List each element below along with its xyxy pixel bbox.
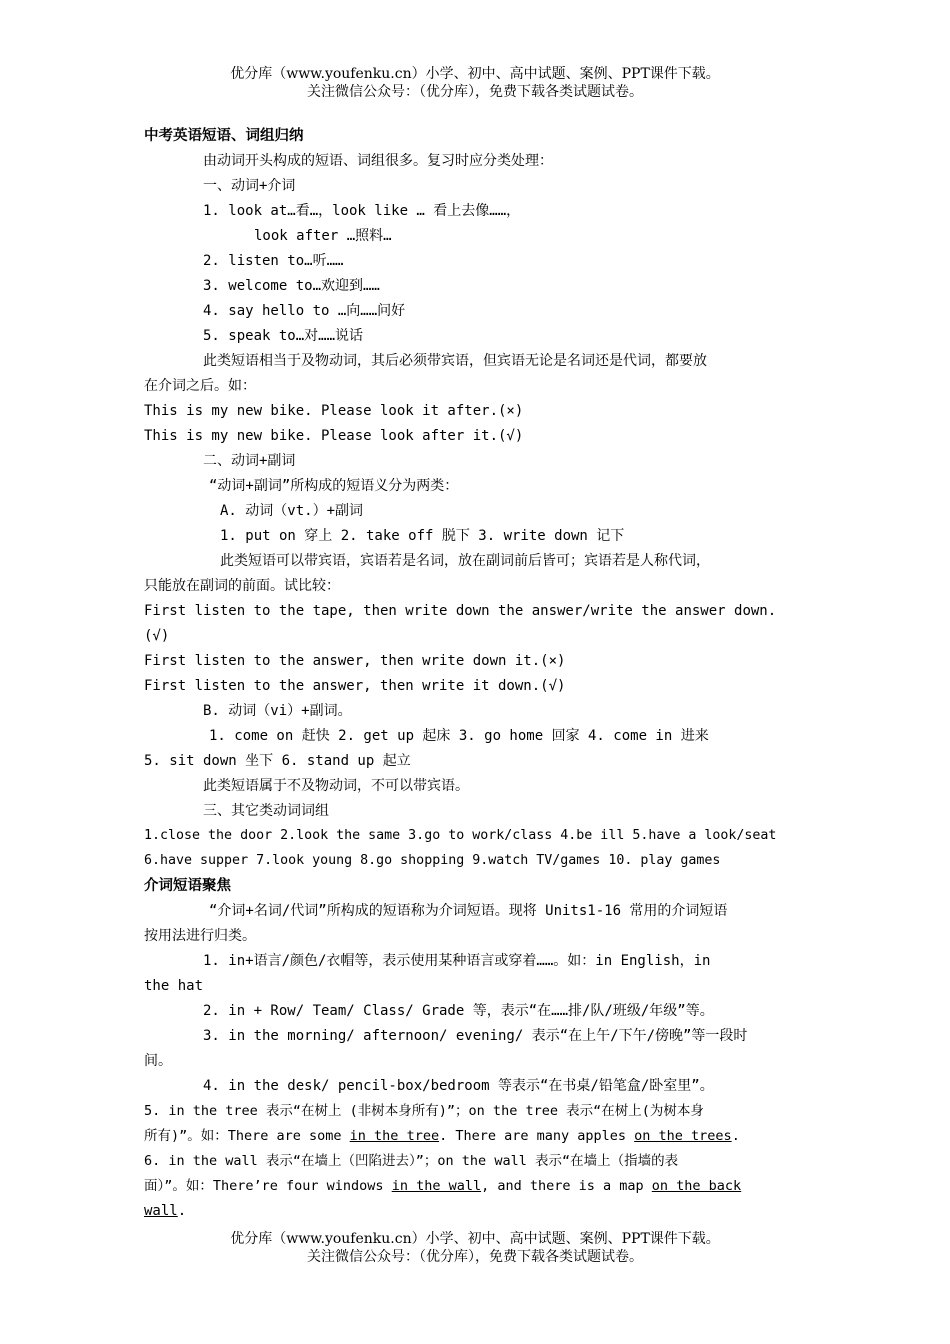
list-item: look after …照料… [254,228,392,244]
underlined-phrase: on the trees [634,1128,732,1144]
note-paragraph: 此类短语可以带宾语，宾语若是名词，放在副词前后皆可；宾语若是人称代词， [220,553,710,569]
rule-text: 6. in the wall 表示“在墙上（凹陷进去）”；on the wall 表示“在墙上（指墙的表 [144,1153,679,1169]
part1-heading: 一、动词+介词 [203,178,296,194]
example-sentence: (√) [144,628,170,644]
note-paragraph: 此类短语属于不及物动词，不可以带宾语。 [203,778,469,794]
rule-text: 5. in the tree 表示“在树上 (非树本身所有)”；on the tree 表示“在树上(为树本身 [144,1103,704,1119]
list-item: 5. speak to…对……说话 [203,328,364,344]
underlined-phrase: wall [144,1203,178,1219]
rule-text-segment: . There are many apples [439,1128,635,1144]
part2-heading: 二、动词+副词 [203,453,296,469]
section-title: 中考英语短语、词组归纳 [144,128,304,144]
note-paragraph: 在介词之后。如： [144,378,256,394]
footer-line-2: 关注微信公众号：（优分库），免费下载各类试题试卷。 [307,1249,643,1265]
footer-line-1: 优分库（www.youfenku.cn）小学、初中、高中试题、案例、PPT课件下载。 [230,1231,720,1247]
rule-text: 间。 [144,1053,172,1069]
part2-intro: “动词+副词”所构成的短语义分为两类： [209,478,459,494]
rule-text-segment: . [177,1203,187,1219]
example-sentence: This is my new bike. Please look after it.(√) [144,428,524,444]
section-title: 介词短语聚焦 [144,878,231,894]
header-line-1: 优分库（www.youfenku.cn）小学、初中、高中试题、案例、PPT课件下载。 [230,66,720,82]
example-sentence: First listen to the answer, then write down it.(×) [144,653,566,669]
list-item: 3. welcome to…欢迎到…… [203,278,380,294]
note-paragraph: 只能放在副词的前面。试比较： [144,578,340,594]
phrase-list: 1.close the door 2.look the same 3.go to work/class 4.be ill 5.have a look/seat [144,828,777,843]
header-line-2: 关注微信公众号：（优分库），免费下载各类试题试卷。 [307,84,643,100]
underlined-phrase: in the wall [391,1178,482,1194]
phrase-list: 6.have supper 7.look young 8.go shopping 9.watch TV/games 10. play games [144,853,721,868]
rule-text [144,1127,808,1145]
example-sentence: This is my new bike. Please look it after.(×) [144,403,524,419]
rule-text-segment: 所有)”。如：There are some [144,1128,350,1144]
underlined-phrase: on the back [651,1178,742,1194]
example-sentence: First listen to the answer, then write it down.(√) [144,678,566,694]
list-item: 5. sit down 坐下 6. stand up 起立 [144,753,411,769]
rule-text: 3. in the morning/ afternoon/ evening/ 表示“在上午/下午/傍晚”等一段时 [203,1028,748,1044]
part2-subheading-a: A. 动词（vt.）+副词 [220,503,364,519]
intro-text: 按用法进行归类。 [144,928,256,944]
intro-text: “介词+名词/代词”所构成的短语称为介词短语。现将 Units1-16 常用的介词短语 [209,903,728,919]
list-item: 1. come on 赶快 2. get up 起床 3. go home 回家 4. come in 进来 [209,728,709,744]
list-item: 1. look at…看…，look like … 看上去像……， [203,203,521,219]
rule-text [144,1202,808,1220]
rule-text-segment: , and there is a map [481,1178,652,1194]
rule-text: 4. in the desk/ pencil-box/bedroom 等表示“在书桌/铅笔盒/卧室里”。 [203,1078,714,1094]
intro-text: 由动词开头构成的短语、词组很多。复习时应分类处理： [203,153,553,169]
part2-subheading-b: B. 动词（vi）+副词。 [203,703,352,719]
underlined-phrase: in the tree [349,1128,440,1144]
rule-text [144,1177,808,1195]
list-item: 2. listen to…听…… [203,253,344,269]
rule-text: the hat [144,978,204,994]
list-item: 4. say hello to …向……问好 [203,303,406,319]
rule-text: 2. in + Row/ Team/ Class/ Grade 等，表示“在……排/队/班级/年级”等。 [203,1003,714,1019]
part3-heading: 三、其它类动词词组 [203,803,329,819]
rule-text: 1. in+语言/颜色/衣帽等，表示使用某种语言或穿着……。如：in English，in [203,953,711,969]
note-paragraph: 此类短语相当于及物动词，其后必须带宾语，但宾语无论是名词还是代词，都要放 [203,353,707,369]
rule-text-segment: . [731,1128,740,1144]
list-item: 1. put on 穿上 2. take off 脱下 3. write down 记下 [220,528,625,544]
example-sentence: First listen to the tape, then write down the answer/write the answer down. [144,603,777,619]
rule-text-segment: 面）”。如：There’re four windows [144,1178,392,1194]
